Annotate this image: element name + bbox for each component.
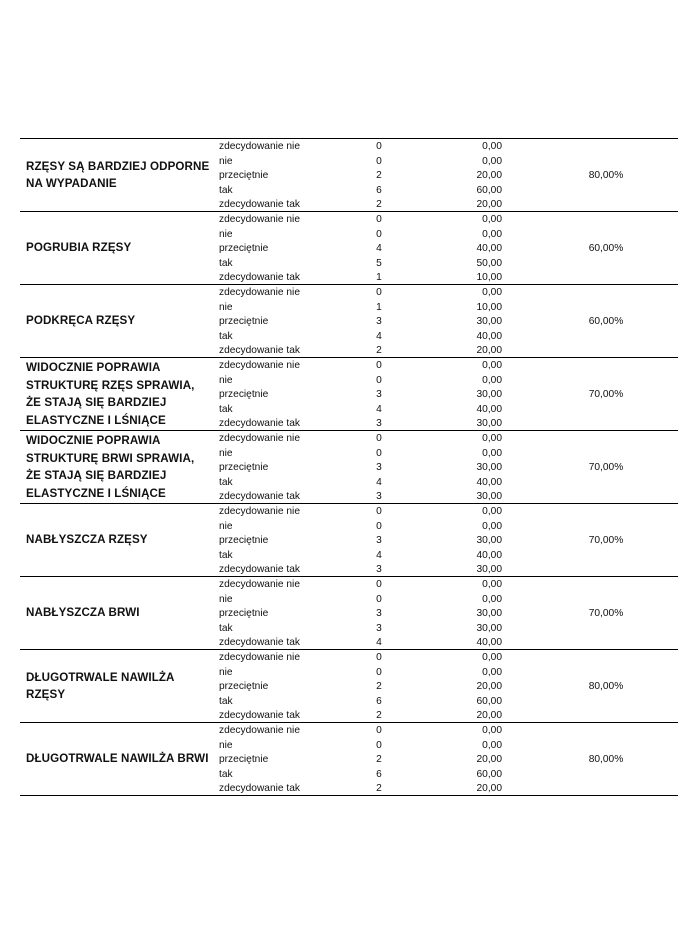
answer-row — [20, 286, 678, 301]
answer-count: 3 — [376, 622, 382, 634]
answer-row — [20, 213, 678, 228]
answer-label: zdecydowanie nie — [219, 652, 300, 663]
answer-count: 0 — [376, 739, 382, 751]
statement-label: RZĘSY SĄ BARDZIEJ ODPORNE NA WYPADANIE — [26, 159, 210, 190]
answer-percent: 40,00 — [476, 476, 502, 488]
answer-label: nie — [219, 374, 233, 386]
answer-row — [20, 374, 678, 389]
answer-count: 2 — [376, 681, 382, 692]
statement-block — [20, 503, 678, 576]
answer-percent: 0,00 — [482, 360, 502, 371]
statement-label: NABŁYSZCZA RZĘSY — [26, 533, 148, 546]
answer-label: przeciętnie — [219, 170, 269, 181]
answer-percent: 40,00 — [476, 549, 502, 561]
answer-percent: 0,00 — [482, 739, 502, 751]
answer-label: przeciętnie — [219, 243, 269, 254]
answer-label: zdecydowanie nie — [219, 214, 300, 225]
answer-label: zdecydowanie tak — [219, 783, 300, 794]
answer-percent: 60,00 — [476, 768, 502, 780]
answer-count: 0 — [376, 360, 382, 371]
answer-percent: 20,00 — [476, 681, 502, 692]
answer-count: 4 — [376, 243, 382, 254]
answer-label: zdecydowanie nie — [219, 506, 300, 517]
answer-percent: 60,00 — [476, 695, 502, 707]
answer-row — [20, 724, 678, 739]
answer-label: tak — [219, 549, 233, 561]
answer-count: 0 — [376, 666, 382, 678]
summary-percent: 60,00% — [588, 243, 624, 254]
answer-label: tak — [219, 695, 233, 707]
statement-block — [20, 138, 678, 211]
answer-percent: 20,00 — [476, 345, 502, 356]
answer-count: 0 — [376, 579, 382, 590]
answer-label: przeciętnie — [219, 608, 269, 619]
summary-percent: 70,00% — [588, 535, 624, 546]
answer-count: 1 — [376, 272, 382, 283]
answer-label: nie — [219, 155, 233, 167]
answer-row — [20, 301, 678, 316]
summary-percent: 80,00% — [588, 681, 624, 692]
answer-count: 3 — [376, 564, 382, 575]
answer-label: zdecydowanie nie — [219, 141, 300, 152]
answer-label: nie — [219, 666, 233, 678]
answer-label: zdecydowanie nie — [219, 725, 300, 736]
answer-count: 4 — [376, 330, 382, 342]
answer-label: zdecydowanie tak — [219, 345, 300, 356]
answer-percent: 0,00 — [482, 666, 502, 678]
answer-percent: 60,00 — [476, 184, 502, 196]
answer-row — [20, 359, 678, 374]
answer-row — [20, 651, 678, 666]
answer-percent: 30,00 — [476, 389, 502, 400]
answer-percent: 0,00 — [482, 652, 502, 663]
answer-count: 0 — [376, 520, 382, 532]
answer-count: 0 — [376, 374, 382, 386]
statement-block — [20, 722, 678, 796]
answer-percent: 50,00 — [476, 257, 502, 269]
answer-label: zdecydowanie nie — [219, 360, 300, 371]
statement-label: WIDOCZNIE POPRAWIA STRUKTURĘ BRWI SPRAWIA, ŻE STAJĄ SIĘ BARDZIEJ ELASTYCZNE I LŚNIĄCE — [26, 434, 195, 500]
answer-count: 3 — [376, 418, 382, 429]
answer-percent: 20,00 — [476, 754, 502, 765]
answer-label: przeciętnie — [219, 535, 269, 546]
answer-row — [20, 447, 678, 462]
answer-count: 0 — [376, 287, 382, 298]
answer-count: 5 — [376, 257, 382, 269]
answer-label: przeciętnie — [219, 389, 269, 400]
answer-row — [20, 184, 678, 199]
answer-count: 4 — [376, 476, 382, 488]
answer-percent: 0,00 — [482, 725, 502, 736]
answer-label: przeciętnie — [219, 316, 269, 327]
answer-row — [20, 782, 678, 797]
answer-count: 2 — [376, 710, 382, 721]
statement-block — [20, 211, 678, 284]
answer-percent: 40,00 — [476, 330, 502, 342]
answer-percent: 0,00 — [482, 214, 502, 225]
survey-results-table — [20, 138, 678, 796]
answer-count: 0 — [376, 155, 382, 167]
answer-count: 1 — [376, 301, 382, 313]
answer-percent: 10,00 — [476, 272, 502, 283]
answer-label: tak — [219, 184, 233, 196]
answer-row — [20, 739, 678, 754]
answer-percent: 0,00 — [482, 506, 502, 517]
answer-row — [20, 622, 678, 637]
answer-percent: 40,00 — [476, 403, 502, 415]
answer-label: tak — [219, 768, 233, 780]
answer-count: 4 — [376, 549, 382, 561]
answer-row — [20, 505, 678, 520]
answer-label: nie — [219, 301, 233, 313]
answer-label: tak — [219, 476, 233, 488]
answer-count: 3 — [376, 608, 382, 619]
answer-count: 3 — [376, 535, 382, 546]
answer-count: 0 — [376, 506, 382, 517]
statement-label: DŁUGOTRWALE NAWILŻA RZĘSY — [26, 670, 175, 701]
answer-percent: 0,00 — [482, 155, 502, 167]
answer-row — [20, 330, 678, 345]
answer-label: tak — [219, 622, 233, 634]
answer-count: 0 — [376, 141, 382, 152]
answer-count: 2 — [376, 345, 382, 356]
answer-label: zdecydowanie tak — [219, 564, 300, 575]
statement-block — [20, 430, 678, 503]
answer-label: nie — [219, 520, 233, 532]
statement-block — [20, 357, 678, 430]
summary-percent: 60,00% — [588, 316, 624, 327]
answer-row — [20, 549, 678, 564]
answer-count: 2 — [376, 170, 382, 181]
answer-row — [20, 578, 678, 593]
answer-percent: 40,00 — [476, 637, 502, 648]
answer-label: zdecydowanie nie — [219, 579, 300, 590]
answer-percent: 30,00 — [476, 418, 502, 429]
answer-row — [20, 768, 678, 783]
answer-percent: 30,00 — [476, 622, 502, 634]
answer-percent: 30,00 — [476, 316, 502, 327]
answer-count: 4 — [376, 637, 382, 648]
answer-label: zdecydowanie tak — [219, 637, 300, 648]
answer-percent: 20,00 — [476, 170, 502, 181]
answer-count: 6 — [376, 768, 382, 780]
answer-count: 0 — [376, 652, 382, 663]
statement-label: DŁUGOTRWALE NAWILŻA BRWI — [26, 752, 209, 765]
summary-percent: 70,00% — [588, 608, 624, 619]
summary-percent: 80,00% — [588, 170, 624, 181]
answer-label: zdecydowanie tak — [219, 199, 300, 210]
answer-count: 4 — [376, 403, 382, 415]
answer-row — [20, 155, 678, 170]
answer-label: tak — [219, 330, 233, 342]
statement-label: PODKRĘCA RZĘSY — [26, 314, 136, 327]
answer-count: 3 — [376, 316, 382, 327]
answer-percent: 0,00 — [482, 433, 502, 444]
answer-row — [20, 403, 678, 418]
answer-count: 0 — [376, 214, 382, 225]
answer-label: nie — [219, 739, 233, 751]
answer-percent: 30,00 — [476, 535, 502, 546]
answer-label: zdecydowanie tak — [219, 491, 300, 502]
summary-percent: 70,00% — [588, 462, 624, 473]
answer-percent: 30,00 — [476, 608, 502, 619]
answer-label: przeciętnie — [219, 462, 269, 473]
answer-count: 0 — [376, 725, 382, 736]
answer-row — [20, 520, 678, 535]
answer-count: 3 — [376, 491, 382, 502]
summary-percent: 80,00% — [588, 754, 624, 765]
answer-label: zdecydowanie tak — [219, 272, 300, 283]
answer-row — [20, 140, 678, 155]
answer-row — [20, 695, 678, 710]
statement-block — [20, 576, 678, 649]
answer-percent: 0,00 — [482, 520, 502, 532]
answer-percent: 30,00 — [476, 564, 502, 575]
answer-percent: 30,00 — [476, 462, 502, 473]
answer-label: nie — [219, 447, 233, 459]
answer-percent: 30,00 — [476, 491, 502, 502]
statement-block — [20, 649, 678, 722]
statement-label: WIDOCZNIE POPRAWIA STRUKTURĘ RZĘS SPRAWIA, ŻE STAJĄ SIĘ BARDZIEJ ELASTYCZNE I LŚNIĄCE — [26, 361, 195, 427]
answer-percent: 20,00 — [476, 710, 502, 721]
answer-percent: 0,00 — [482, 579, 502, 590]
answer-count: 0 — [376, 593, 382, 605]
answer-count: 3 — [376, 389, 382, 400]
answer-label: zdecydowanie nie — [219, 287, 300, 298]
statement-label: NABŁYSZCZA BRWI — [26, 606, 140, 619]
answer-row — [20, 257, 678, 272]
answer-percent: 20,00 — [476, 783, 502, 794]
answer-percent: 20,00 — [476, 199, 502, 210]
answer-percent: 0,00 — [482, 287, 502, 298]
answer-count: 0 — [376, 447, 382, 459]
answer-row — [20, 432, 678, 447]
answer-label: zdecydowanie tak — [219, 710, 300, 721]
answer-count: 2 — [376, 754, 382, 765]
answer-row — [20, 593, 678, 608]
answer-label: tak — [219, 257, 233, 269]
answer-percent: 40,00 — [476, 243, 502, 254]
answer-label: zdecydowanie nie — [219, 433, 300, 444]
answer-percent: 0,00 — [482, 374, 502, 386]
answer-row — [20, 228, 678, 243]
answer-count: 2 — [376, 199, 382, 210]
statement-block — [20, 284, 678, 357]
answer-count: 0 — [376, 433, 382, 444]
answer-percent: 0,00 — [482, 228, 502, 240]
answer-count: 2 — [376, 783, 382, 794]
answer-label: przeciętnie — [219, 754, 269, 765]
answer-count: 6 — [376, 184, 382, 196]
answer-label: tak — [219, 403, 233, 415]
answer-count: 6 — [376, 695, 382, 707]
answer-count: 0 — [376, 228, 382, 240]
answer-label: zdecydowanie tak — [219, 418, 300, 429]
answer-percent: 0,00 — [482, 141, 502, 152]
answer-percent: 0,00 — [482, 593, 502, 605]
answer-label: nie — [219, 228, 233, 240]
answer-label: przeciętnie — [219, 681, 269, 692]
answer-row — [20, 666, 678, 681]
answer-row — [20, 476, 678, 491]
answer-count: 3 — [376, 462, 382, 473]
answer-percent: 10,00 — [476, 301, 502, 313]
statement-label: POGRUBIA RZĘSY — [26, 241, 132, 254]
answer-label: nie — [219, 593, 233, 605]
answer-percent: 0,00 — [482, 447, 502, 459]
summary-percent: 70,00% — [588, 389, 624, 400]
